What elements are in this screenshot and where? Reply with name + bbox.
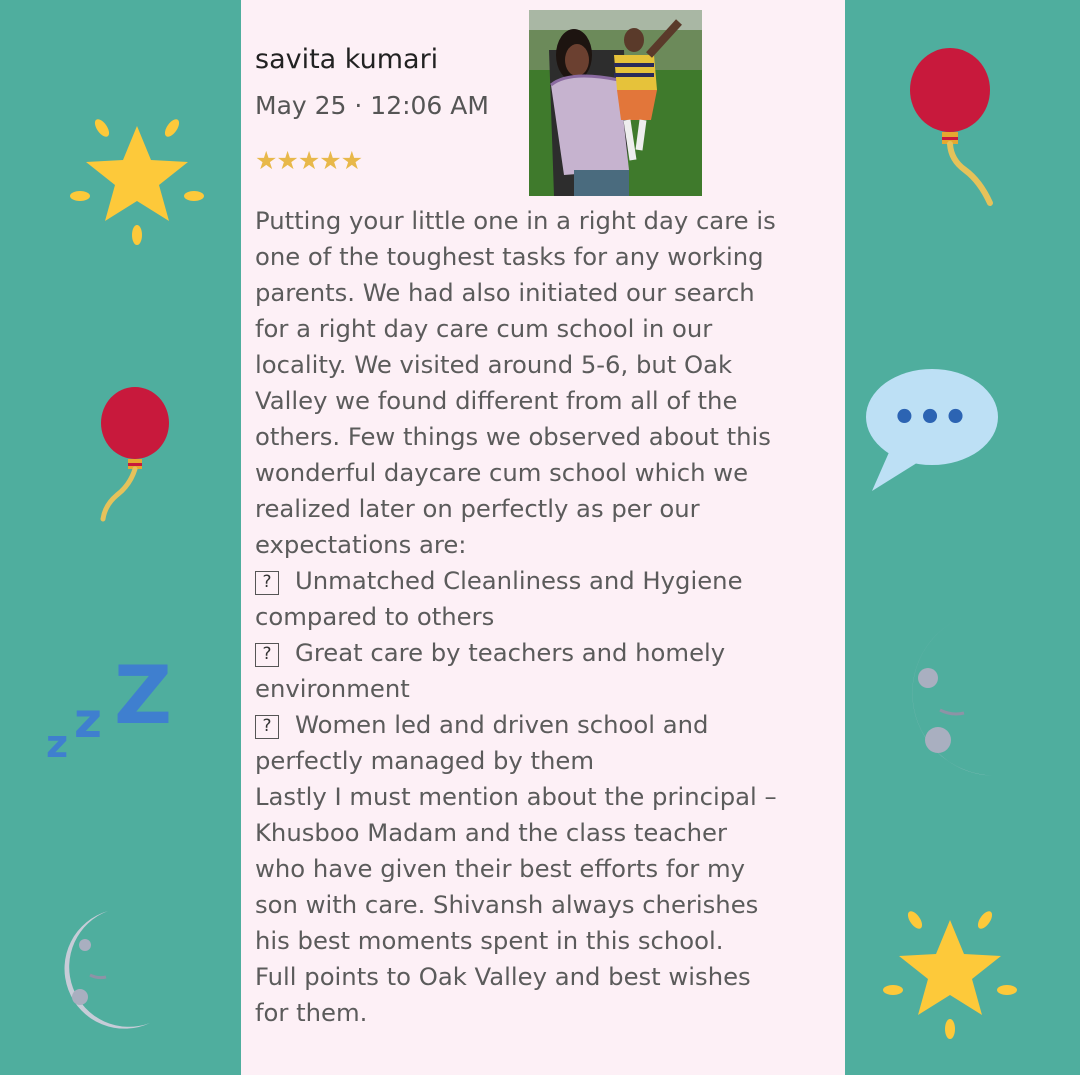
star-rating: ★★★★★ [255, 146, 363, 175]
review-line: son with care. Shivansh always cherishes [255, 890, 759, 919]
reviewer-name[interactable]: savita kumari [255, 44, 439, 75]
missing-glyph-icon: ? [255, 715, 279, 739]
review-line: Valley we found different from all of the [255, 386, 738, 415]
review-line: Putting your little one in a right day care is [255, 206, 776, 235]
review-line: his best moments spent in this school. [255, 926, 724, 955]
sleep-zzz-icon [44, 645, 179, 760]
balloon-icon [95, 385, 175, 525]
missing-glyph-icon: ? [255, 571, 279, 595]
zzz-letter: z [74, 693, 102, 749]
bullet-item [255, 635, 845, 671]
reviewer-photo[interactable] [529, 10, 702, 196]
zzz-letter: Z [114, 649, 173, 742]
bullet-item [255, 563, 845, 599]
speech-bubble-icon [860, 365, 1000, 495]
missing-glyph-icon: ? [255, 643, 279, 667]
moon-icon [50, 905, 160, 1035]
review-line: locality. We visited around 5-6, but Oak [255, 350, 733, 379]
review-line: Khusboo Madam and the class teacher [255, 818, 727, 847]
review-date: May 25 · 12:06 AM [255, 91, 489, 120]
review-line: wonderful daycare cum school which we [255, 458, 749, 487]
review-line: for them. [255, 998, 368, 1027]
review-text [255, 203, 845, 1031]
review-line: expectations are: [255, 530, 467, 559]
balloon-icon [905, 45, 1005, 210]
bullet-continuation: environment [255, 674, 410, 703]
bullet-continuation: compared to others [255, 602, 495, 631]
review-line: realized later on perfectly as per our [255, 494, 700, 523]
bullet-item [255, 707, 845, 743]
moon-icon [890, 610, 1030, 780]
review-card [241, 0, 845, 1075]
review-line: parents. We had also initiated our search [255, 278, 755, 307]
review-line: who have given their best efforts for my [255, 854, 746, 883]
review-line: for a right day care cum school in our [255, 314, 713, 343]
review-line: one of the toughest tasks for any working [255, 242, 764, 271]
star-icon [70, 112, 205, 247]
star-icon [883, 902, 1018, 1042]
bullet-text: Great care by teachers and homely [295, 638, 726, 667]
bullet-continuation: perfectly managed by them [255, 746, 595, 775]
review-line: Full points to Oak Valley and best wishes [255, 962, 751, 991]
review-line: Lastly I must mention about the principal – [255, 782, 777, 811]
bullet-text: Women led and driven school and [295, 710, 709, 739]
bubble-dots: ••• [891, 395, 969, 441]
zzz-letter: z [46, 722, 69, 760]
bullet-text: Unmatched Cleanliness and Hygiene [295, 566, 743, 595]
review-line: others. Few things we observed about this [255, 422, 771, 451]
photo-illustration [529, 10, 702, 196]
